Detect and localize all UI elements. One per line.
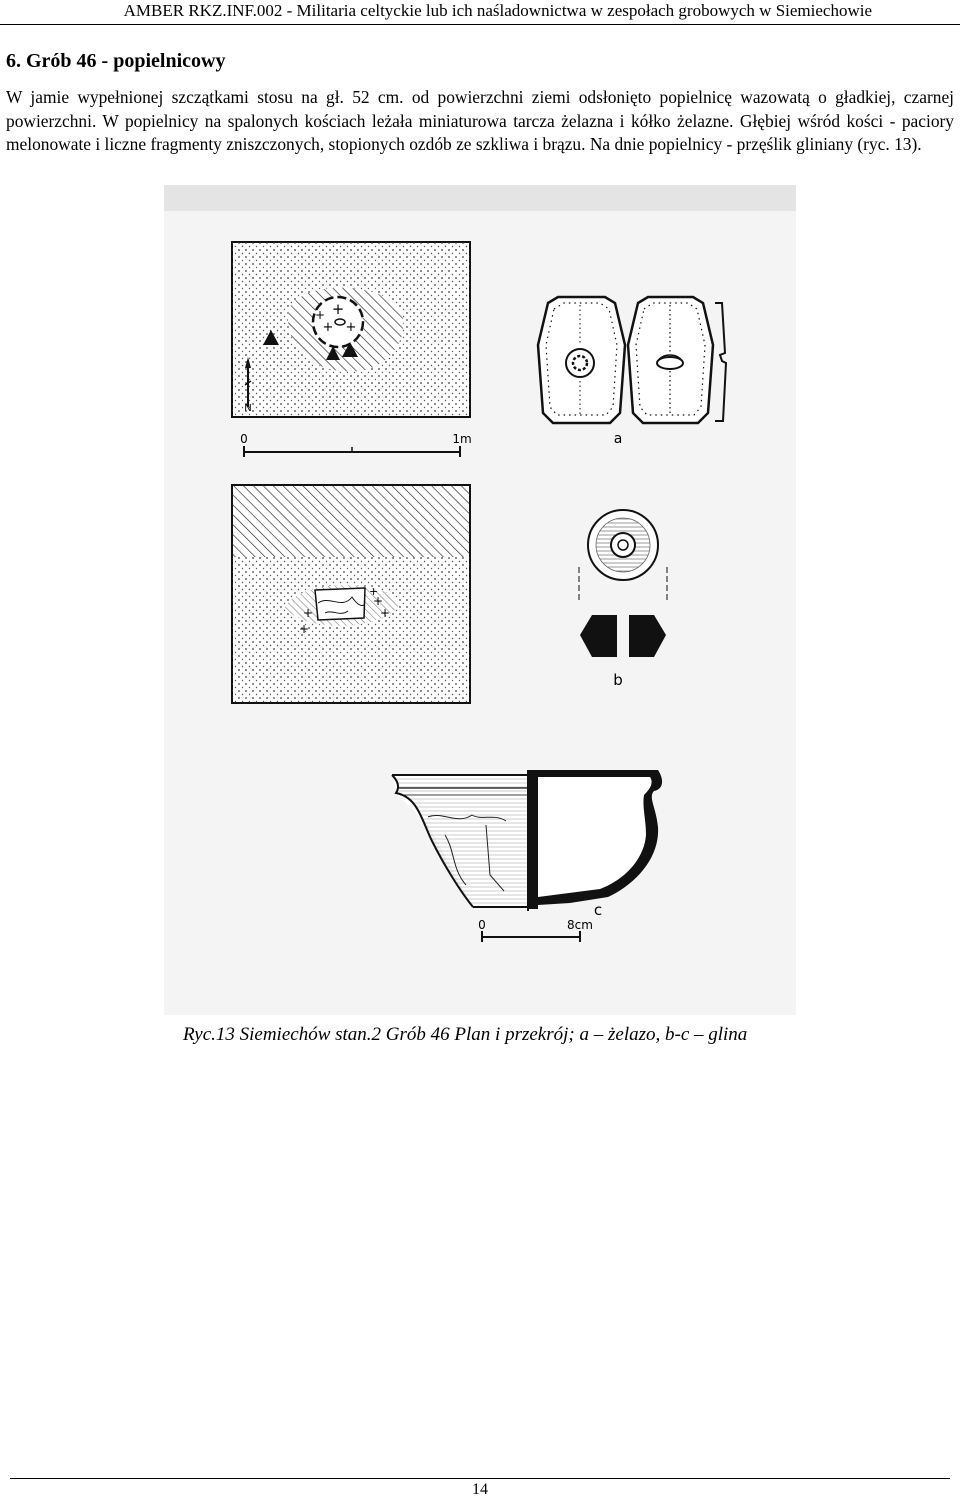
svg-text:+: + xyxy=(303,606,314,620)
plan-scale-end: 1m xyxy=(452,432,472,446)
svg-text:+: + xyxy=(369,585,379,598)
vessel-scale-end: 8cm xyxy=(567,918,593,932)
figure-caption: Ryc.13 Siemiechów stan.2 Grób 46 Plan i przekrój; a – żelazo, b-c – glina xyxy=(183,1024,748,1045)
svg-text:+: + xyxy=(299,622,310,636)
svg-text:+: + xyxy=(380,606,391,620)
running-header xyxy=(0,0,960,25)
svg-text:+: + xyxy=(345,320,357,335)
running-header-text: AMBER RKZ.INF.002 - Militaria celtyckie lub ich naśladownictwa w zespołach grobowych w Siemiechowie xyxy=(123,1,872,20)
grave-plan-drawing xyxy=(232,242,470,417)
north-label: N xyxy=(244,403,252,414)
label-a: a xyxy=(613,431,623,447)
svg-text:+: + xyxy=(373,594,384,608)
svg-text:+: + xyxy=(322,320,334,335)
vessel-scale-zero: 0 xyxy=(478,918,486,932)
figure-drawing xyxy=(160,185,800,1015)
label-b: b xyxy=(613,671,623,689)
plan-scale-zero: 0 xyxy=(240,432,248,446)
page-number: 14 xyxy=(472,1481,488,1498)
section-title: 6. Grób 46 - popielnicowy xyxy=(6,50,226,72)
footer-rule xyxy=(10,1478,950,1479)
label-c: c xyxy=(593,901,603,919)
svg-text:+: + xyxy=(331,300,345,318)
body-paragraph: W jamie wypełnionej szczątkami stosu na gł. 52 cm. od powierzchni ziemi odsłonięto popielnicę wazowatą o gładkiej, czarnej powierzchni. W popielnicy na spalonych kościach leżała miniaturowa tarcza żelazna i kółko żelazne. Głębiej wśród kości - paciory melonowate i liczne fragmenty zniszczonych, stopionych ozdób ze szkliwa i brązu. Na dnie popielnicy - przęślik gliniany (ryc. 13). xyxy=(6,87,954,154)
grave-section-drawing xyxy=(232,485,470,703)
svg-text:+: + xyxy=(314,308,326,322)
